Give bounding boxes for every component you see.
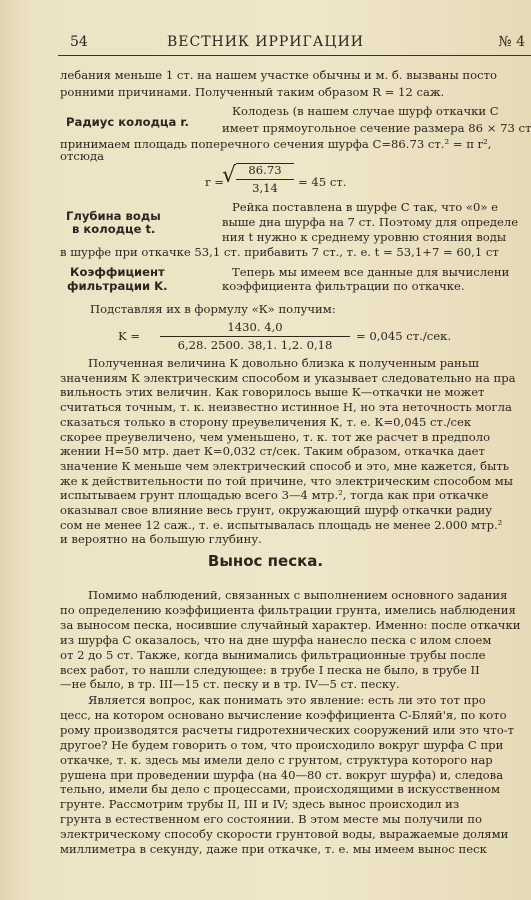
text-line: жении Н=50 мтр. дает К=0,032 ст/сек. Таким образом, откачка дает	[60, 444, 485, 459]
text-line: выше дна шурфа на 7 ст. Поэтому для определе	[222, 215, 519, 229]
text-line: значение К меньше чем электрический способ и это, мне кажется, быть	[60, 458, 510, 473]
text-line: электрическому способу скорости грунтовой воды, выражаемые долями	[60, 827, 509, 842]
sqrt-sign: √	[222, 163, 237, 188]
journal-title: ВЕСТНИК ИРРИГАЦИИ	[166, 34, 365, 50]
text-line: лебания меньше 1 ст. на нашем участке обычны и м. б. вызваны посто	[60, 68, 497, 82]
formula-numerator: 1430. 4,0	[227, 320, 283, 334]
text-line: по определению коэффициента фильтрации грунта, имелись наблюдения	[60, 602, 516, 617]
side-heading-coef-1: Коэффициент	[70, 265, 165, 279]
issue-number: № 4	[498, 34, 525, 50]
side-heading-depth-1: Глубина воды	[66, 209, 161, 223]
section-heading-sand: Вынос песка.	[207, 552, 324, 570]
fraction-bar	[160, 336, 350, 337]
text-line: Теперь мы имеем все данные для вычислени	[232, 265, 510, 279]
text-line: вильность этих величин. Как говорилось выше К—откачки не может	[60, 385, 485, 400]
text-line: другое? Не будем говорить о том, что происходило вокруг шурфа С при	[60, 737, 504, 752]
text-line: откачке, т. к. здесь мы имели дело с грунтом, структура которого нар	[60, 752, 493, 767]
text-line: Полученная величина К довольно близка к полученным раньш	[88, 356, 479, 370]
text-line: грунта в естественном его состоянии. В этом месте мы получили по	[60, 812, 482, 827]
formula-lhs: K =	[118, 329, 141, 343]
text-line: ния t нужно к среднему уровню стояния воды	[222, 230, 507, 244]
text-line: за выносом песка, носившие случайный характер. Именно: после откачки	[60, 617, 521, 632]
text-line: имеет прямоугольное сечение размера 86 × 73 ст	[222, 121, 531, 135]
text-line: скорее преувеличено, чем уменьшено, т. к. тот же расчет в предполо	[60, 429, 491, 444]
text-line: Является вопрос, как понимать это явление: есть ли это тот про	[88, 693, 486, 707]
text-line: всех работ, то нашли следующее: в трубе I песка не было, в трубе II	[60, 662, 480, 677]
text-line: от 2 до 5 ст. Также, когда вынимались фильтрационные трубы после	[60, 647, 486, 662]
text-line: коэффициента фильтрации по откачке.	[222, 279, 465, 293]
text-line: значениям К электрическим способом и указывает следовательно на пра	[60, 370, 516, 385]
text-line: из шурфа С оказалось, что на дне шурфа нанесло песка с илом слоем	[60, 632, 492, 647]
text-line: принимаем площадь поперечного сечения шурфа C=86.73 ст.² = π r²,	[60, 137, 492, 151]
text-line: же к действительности по той причине, что электрическим способом мы	[60, 473, 513, 488]
side-heading-depth-2: в колодце t.	[72, 222, 156, 236]
text-line: тельно, имели бы дело с процессами, происходящими в искусственном	[60, 782, 500, 797]
text-line: ронними причинами. Полученный таким образом R = 12 саж.	[60, 85, 445, 99]
text-line: —не было, в тр. III—15 ст. песку и в тр. IV—5 ст. песку.	[60, 677, 400, 692]
text-line: сказаться только в сторону преувеличения К, т. е. К=0,045 ст./сек	[60, 414, 472, 429]
text-line: Подставляя их в формулу «К» получим:	[90, 302, 336, 316]
text-line: отсюда	[60, 149, 105, 163]
header-rule	[58, 55, 531, 56]
side-heading-coef-2: фильтрации K.	[67, 279, 168, 293]
formula-rhs: = 45 ст.	[298, 175, 347, 189]
text-line: Рейка поставлена в шурфе С так, что «0» е	[232, 200, 499, 214]
text-line: Колодезь (в нашем случае шурф откачки С	[232, 104, 499, 118]
formula-lhs: r =	[205, 175, 224, 189]
side-heading-radius: Радиус колодца r.	[66, 115, 189, 129]
text-line: цесс, на котором основано вычисление коэффициента С-Бляй'я, по кото	[60, 707, 507, 722]
text-line: сом не менее 12 саж., т. е. испытывалась площадь не менее 2.000 мтр.²	[60, 517, 503, 532]
page-header	[0, 34, 531, 56]
text-line: испытываем грунт площадью всего 3—4 мтр.², тогда как при откачке	[60, 488, 489, 503]
text-line: считаться точным, т. к. неизвестно истинное Н, но эта неточность могла	[60, 400, 512, 415]
fraction-bar	[236, 179, 294, 180]
text-line: в шурфе при откачке 53,1 ст. прибавить 7 ст., т. е. t = 53,1+7 = 60,1 ст	[60, 245, 499, 259]
text-line: рушена при проведении шурфа (на 40—80 ст. вокруг шурфа) и, следова	[60, 767, 504, 782]
formula-rhs: = 0,045 ст./сек.	[356, 329, 452, 343]
formula-denominator: 3,14	[252, 181, 278, 195]
text-line: и вероятно на большую глубину.	[60, 532, 262, 547]
formula-denominator: 6,28. 2500. 38,1. 1,2. 0,18	[177, 338, 333, 352]
text-line: Помимо наблюдений, связанных с выполнением основного задания	[88, 588, 508, 602]
text-line: оказывал свое влияние весь грунт, окружающий шурф откачки радиу	[60, 503, 493, 517]
text-line: грунте. Рассмотрим трубы II, III и IV; здесь вынос происходил из	[60, 797, 460, 812]
formula-numerator: 86.73	[248, 163, 282, 177]
page-number: 54	[70, 34, 88, 50]
text-line: миллиметра в секунду, даже при откачке, т. е. мы имеем вынос песк	[60, 842, 487, 856]
text-line: рому производятся расчеты гидротехнических сооружений или это что-т	[60, 722, 515, 737]
